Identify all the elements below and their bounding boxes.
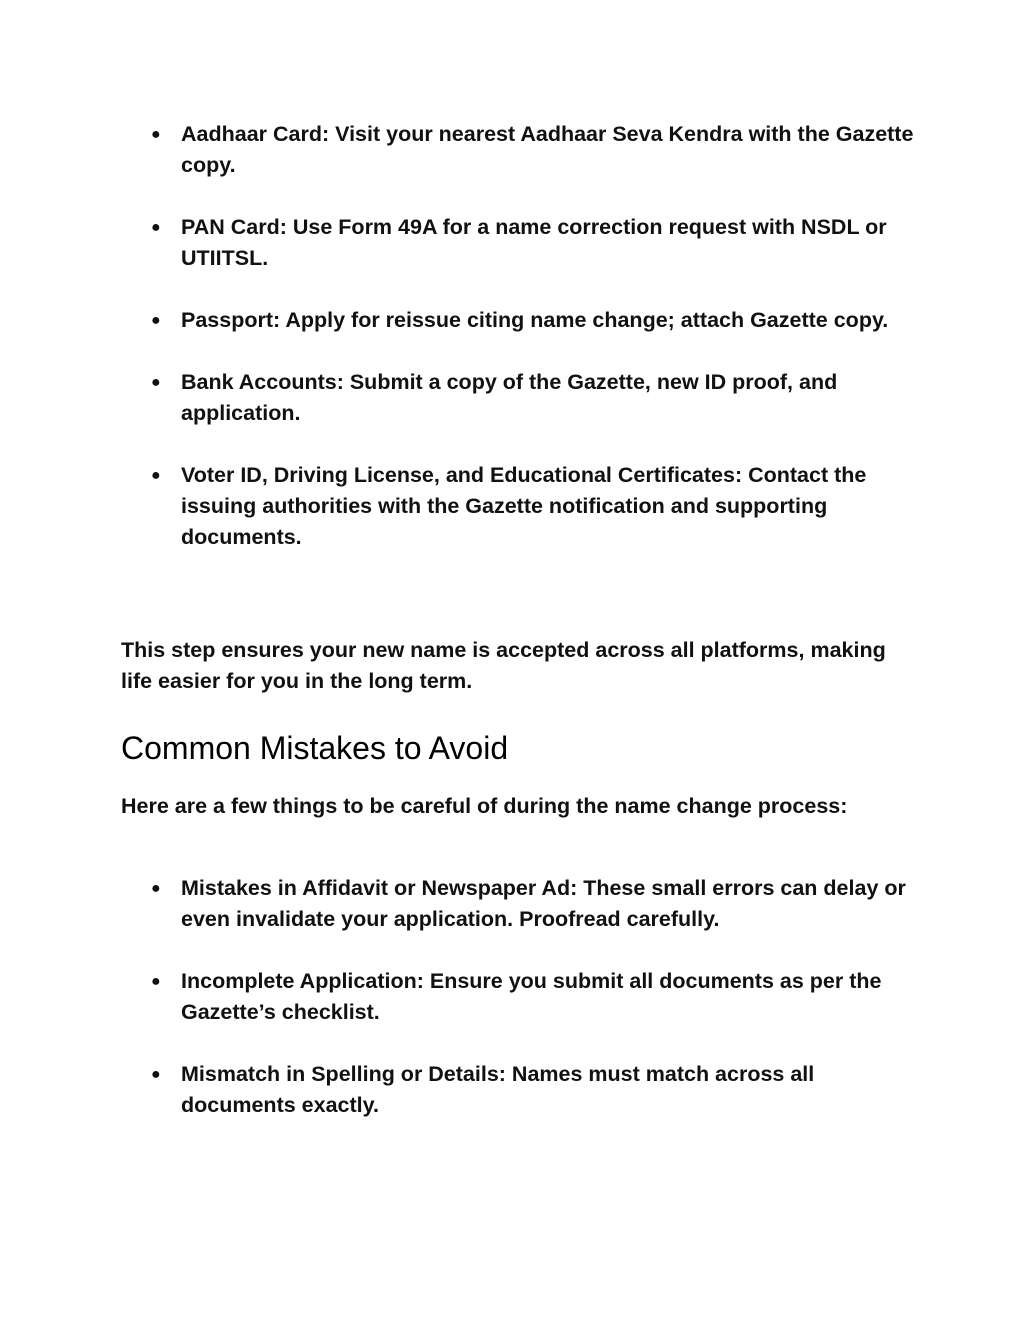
list-item [121, 119, 921, 181]
list-item [121, 460, 921, 553]
id-update-list [121, 119, 921, 584]
bullet-icon: ● [151, 312, 161, 329]
list-item-text: Mistakes in Affidavit or Newspaper Ad: These small errors can delay or even invalidate your application. Proofread carefully. [181, 876, 906, 931]
list-item [121, 1059, 921, 1121]
bullet-icon: ● [151, 467, 161, 484]
list-item-text: PAN Card: Use Form 49A for a name correction request with NSDL or UTIITSL. [181, 215, 887, 270]
list-item-text: Voter ID, Driving License, and Educational Certificates: Contact the issuing authorities with the Gazette notification and supporting documents. [181, 463, 867, 549]
list-item-text: Bank Accounts: Submit a copy of the Gazette, new ID proof, and application. [181, 370, 838, 425]
section-heading: Common Mistakes to Avoid [121, 730, 509, 766]
list-item-text: Mismatch in Spelling or Details: Names must match across all documents exactly. [181, 1062, 815, 1117]
intro-paragraph: Here are a few things to be careful of during the name change process: [121, 794, 848, 818]
list-item [121, 873, 921, 935]
list-item [121, 305, 921, 336]
bullet-icon: ● [151, 126, 161, 143]
list-item [121, 966, 921, 1028]
mistakes-list [121, 873, 921, 1152]
list-item-text: Aadhaar Card: Visit your nearest Aadhaar Seva Kendra with the Gazette copy. [181, 122, 914, 177]
bullet-icon: ● [151, 374, 161, 391]
bullet-icon: ● [151, 1066, 161, 1083]
bullet-icon: ● [151, 973, 161, 990]
summary-paragraph: This step ensures your new name is accepted across all platforms, making life easier for you in the long term. [121, 638, 886, 693]
bullet-icon: ● [151, 219, 161, 236]
list-item-text: Passport: Apply for reissue citing name change; attach Gazette copy. [181, 308, 889, 332]
bullet-icon: ● [151, 880, 161, 897]
list-item-text: Incomplete Application: Ensure you submit all documents as per the Gazette’s checklist. [181, 969, 882, 1024]
list-item [121, 212, 921, 274]
list-item [121, 367, 921, 429]
